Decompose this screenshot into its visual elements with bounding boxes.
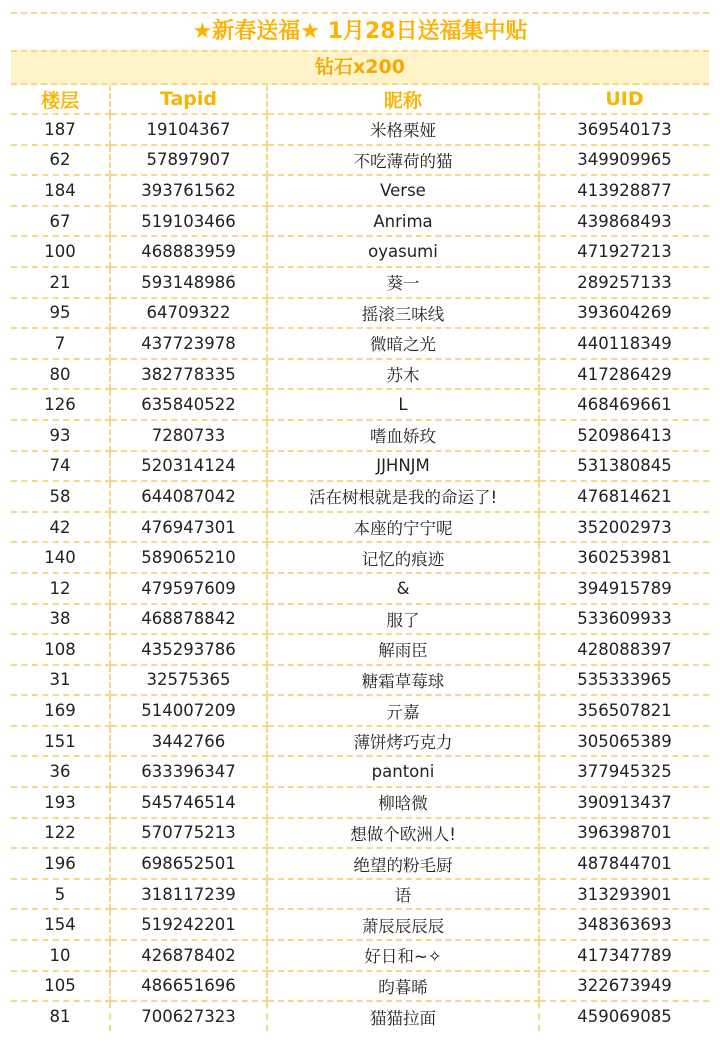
cell-floor: 193 <box>11 787 110 818</box>
table-row <box>11 420 709 451</box>
table-row <box>11 267 709 298</box>
prize-subtitle: 钻石x200 <box>11 50 709 85</box>
cell-nickname: 微暗之光 <box>267 328 539 359</box>
cell-floor: 95 <box>11 298 110 329</box>
table-row <box>11 634 709 665</box>
table-row <box>11 328 709 359</box>
table-row <box>11 1001 709 1031</box>
cell-uid: 390913437 <box>539 787 709 818</box>
table-row <box>11 573 709 604</box>
cell-tapid: 435293786 <box>110 634 267 665</box>
cell-uid: 396398701 <box>539 818 709 849</box>
column-header-nickname: 昵称 <box>267 85 539 114</box>
cell-tapid: 545746514 <box>110 787 267 818</box>
cell-tapid: 32575365 <box>110 665 267 696</box>
cell-nickname: 昀暮晞 <box>267 971 539 1002</box>
cell-nickname: Anrima <box>267 206 539 237</box>
table-row <box>11 940 709 971</box>
cell-floor: 62 <box>11 145 110 176</box>
table-row <box>11 512 709 543</box>
cell-floor: 21 <box>11 267 110 298</box>
cell-uid: 305065389 <box>539 726 709 757</box>
cell-tapid: 19104367 <box>110 114 267 145</box>
cell-tapid: 393761562 <box>110 175 267 206</box>
cell-nickname: 解雨臣 <box>267 634 539 665</box>
cell-uid: 393604269 <box>539 298 709 329</box>
cell-floor: 67 <box>11 206 110 237</box>
cell-tapid: 476947301 <box>110 512 267 543</box>
cell-tapid: 318117239 <box>110 879 267 910</box>
table-row <box>11 726 709 757</box>
cell-floor: 31 <box>11 665 110 696</box>
table-row <box>11 756 709 787</box>
cell-uid: 356507821 <box>539 695 709 726</box>
cell-uid: 349909965 <box>539 145 709 176</box>
cell-floor: 7 <box>11 328 110 359</box>
table-row <box>11 848 709 879</box>
cell-floor: 196 <box>11 848 110 879</box>
cell-nickname: 糖霜草莓球 <box>267 665 539 696</box>
cell-floor: 58 <box>11 481 110 512</box>
cell-nickname: 本座的宁宁呢 <box>267 512 539 543</box>
page-title: ★新春送福★ 1月28日送福集中贴 <box>11 12 709 50</box>
cell-uid: 369540173 <box>539 114 709 145</box>
cell-floor: 93 <box>11 420 110 451</box>
cell-nickname: JJHNJM <box>267 451 539 482</box>
cell-nickname: 好日和~✧ <box>267 940 539 971</box>
cell-floor: 81 <box>11 1001 110 1031</box>
cell-floor: 151 <box>11 726 110 757</box>
table-row <box>11 451 709 482</box>
cell-nickname: 不吃薄荷的猫 <box>267 145 539 176</box>
cell-nickname: pantoni <box>267 756 539 787</box>
cell-floor: 105 <box>11 971 110 1002</box>
cell-uid: 471927213 <box>539 236 709 267</box>
cell-floor: 10 <box>11 940 110 971</box>
cell-tapid: 468878842 <box>110 604 267 635</box>
cell-tapid: 520314124 <box>110 451 267 482</box>
winners-table <box>11 85 709 1031</box>
cell-tapid: 589065210 <box>110 542 267 573</box>
cell-uid: 531380845 <box>539 451 709 482</box>
cell-floor: 42 <box>11 512 110 543</box>
cell-nickname: 米格栗娅 <box>267 114 539 145</box>
cell-uid: 360253981 <box>539 542 709 573</box>
cell-floor: 187 <box>11 114 110 145</box>
table-row <box>11 971 709 1002</box>
cell-uid: 417347789 <box>539 940 709 971</box>
cell-tapid: 426878402 <box>110 940 267 971</box>
cell-nickname: 服了 <box>267 604 539 635</box>
cell-uid: 535333965 <box>539 665 709 696</box>
column-header-uid: UID <box>539 85 709 114</box>
cell-uid: 468469661 <box>539 389 709 420</box>
cell-tapid: 64709322 <box>110 298 267 329</box>
cell-uid: 313293901 <box>539 879 709 910</box>
cell-tapid: 479597609 <box>110 573 267 604</box>
cell-tapid: 593148986 <box>110 267 267 298</box>
cell-nickname: 活在树根就是我的命运了! <box>267 481 539 512</box>
table-row <box>11 481 709 512</box>
cell-tapid: 570775213 <box>110 818 267 849</box>
table-row <box>11 604 709 635</box>
table-row <box>11 787 709 818</box>
cell-nickname: 亓嘉 <box>267 695 539 726</box>
table-row <box>11 359 709 390</box>
cell-nickname: 猫猫拉面 <box>267 1001 539 1031</box>
cell-nickname: 想做个欧洲人! <box>267 818 539 849</box>
cell-nickname: 语 <box>267 879 539 910</box>
cell-nickname: 绝望的粉毛厨 <box>267 848 539 879</box>
cell-floor: 100 <box>11 236 110 267</box>
cell-nickname: 记忆的痕迹 <box>267 542 539 573</box>
cell-tapid: 700627323 <box>110 1001 267 1031</box>
cell-uid: 417286429 <box>539 359 709 390</box>
cell-tapid: 514007209 <box>110 695 267 726</box>
table-row <box>11 145 709 176</box>
cell-nickname: oyasumi <box>267 236 539 267</box>
column-header-floor: 楼层 <box>11 85 110 114</box>
cell-tapid: 644087042 <box>110 481 267 512</box>
cell-floor: 140 <box>11 542 110 573</box>
table-row <box>11 298 709 329</box>
cell-uid: 377945325 <box>539 756 709 787</box>
table-row <box>11 542 709 573</box>
table-row <box>11 236 709 267</box>
cell-uid: 533609933 <box>539 604 709 635</box>
cell-uid: 352002973 <box>539 512 709 543</box>
cell-tapid: 519242201 <box>110 909 267 940</box>
cell-tapid: 698652501 <box>110 848 267 879</box>
cell-tapid: 382778335 <box>110 359 267 390</box>
table-row <box>11 665 709 696</box>
cell-tapid: 635840522 <box>110 389 267 420</box>
column-header-tapid: Tapid <box>110 85 267 114</box>
cell-tapid: 468883959 <box>110 236 267 267</box>
cell-floor: 169 <box>11 695 110 726</box>
table-row <box>11 909 709 940</box>
cell-floor: 74 <box>11 451 110 482</box>
cell-uid: 476814621 <box>539 481 709 512</box>
cell-uid: 487844701 <box>539 848 709 879</box>
cell-floor: 108 <box>11 634 110 665</box>
cell-floor: 5 <box>11 879 110 910</box>
table-row <box>11 175 709 206</box>
cell-tapid: 437723978 <box>110 328 267 359</box>
cell-nickname: 嗜血娇玫 <box>267 420 539 451</box>
cell-nickname: 摇滚三味线 <box>267 298 539 329</box>
giveaway-sheet <box>11 12 709 1031</box>
cell-nickname: 柳晗微 <box>267 787 539 818</box>
cell-tapid: 57897907 <box>110 145 267 176</box>
table-row <box>11 695 709 726</box>
cell-uid: 439868493 <box>539 206 709 237</box>
cell-floor: 154 <box>11 909 110 940</box>
cell-uid: 348363693 <box>539 909 709 940</box>
cell-nickname: 薄饼烤巧克力 <box>267 726 539 757</box>
cell-uid: 428088397 <box>539 634 709 665</box>
cell-nickname: 苏木 <box>267 359 539 390</box>
cell-floor: 80 <box>11 359 110 390</box>
cell-nickname: 萧辰辰辰辰 <box>267 909 539 940</box>
cell-floor: 36 <box>11 756 110 787</box>
cell-tapid: 486651696 <box>110 971 267 1002</box>
cell-tapid: 633396347 <box>110 756 267 787</box>
table-row <box>11 114 709 145</box>
cell-uid: 394915789 <box>539 573 709 604</box>
cell-tapid: 3442766 <box>110 726 267 757</box>
table-row <box>11 389 709 420</box>
cell-nickname: & <box>267 573 539 604</box>
cell-uid: 289257133 <box>539 267 709 298</box>
cell-uid: 322673949 <box>539 971 709 1002</box>
cell-floor: 12 <box>11 573 110 604</box>
cell-floor: 184 <box>11 175 110 206</box>
cell-uid: 520986413 <box>539 420 709 451</box>
cell-floor: 38 <box>11 604 110 635</box>
cell-floor: 122 <box>11 818 110 849</box>
table-row <box>11 206 709 237</box>
cell-nickname: L <box>267 389 539 420</box>
cell-nickname: Verse <box>267 175 539 206</box>
cell-uid: 459069085 <box>577 1007 672 1027</box>
cell-uid: 413928877 <box>539 175 709 206</box>
header-row <box>11 85 709 114</box>
cell-uid: 440118349 <box>539 328 709 359</box>
cell-tapid: 7280733 <box>110 420 267 451</box>
cell-nickname: 葵一 <box>267 267 539 298</box>
table-row <box>11 879 709 910</box>
cell-floor: 126 <box>11 389 110 420</box>
table-row <box>11 818 709 849</box>
cell-tapid: 519103466 <box>110 206 267 237</box>
